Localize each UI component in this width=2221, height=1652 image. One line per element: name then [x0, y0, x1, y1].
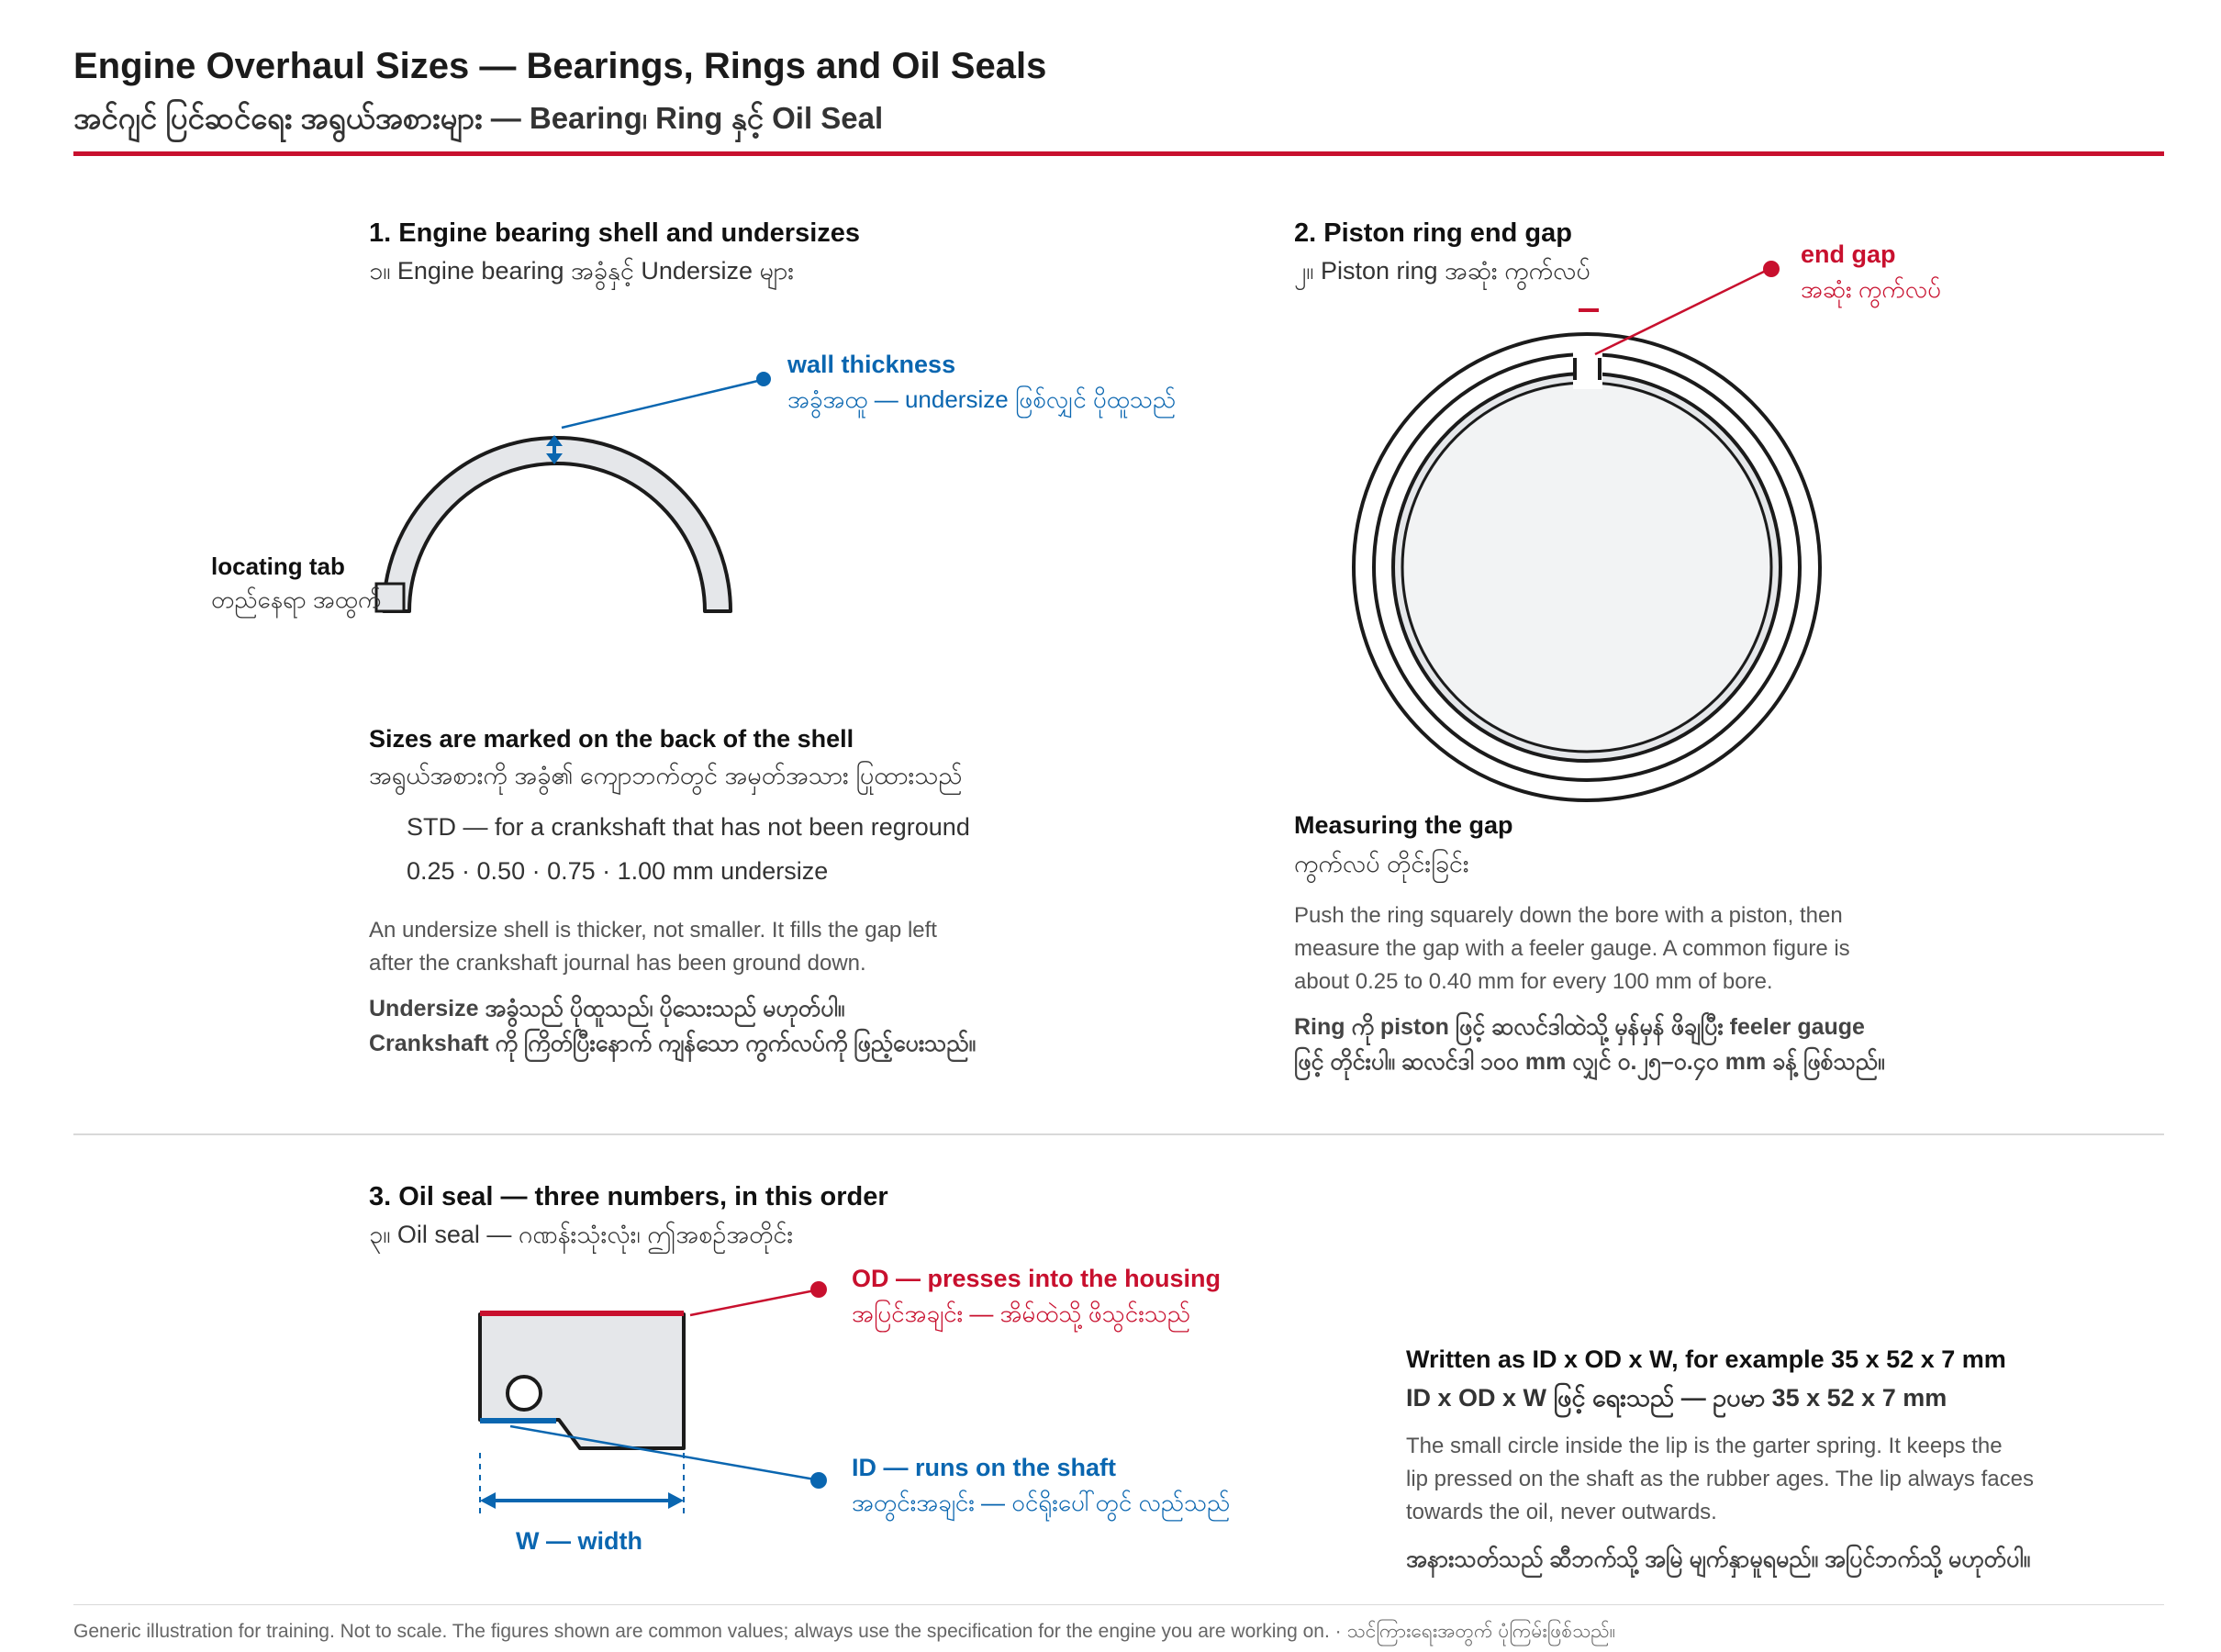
wall-thickness-label: wall thickness — [787, 351, 956, 378]
page-subtitle: အင်ဂျင် ပြင်ဆင်ရေး အရွယ်အစားများ — Bearing၊ Ring နှင့် Oil Seal — [73, 101, 884, 135]
note-line: The small circle inside the lip is the garter spring. It keeps the — [1406, 1434, 2003, 1458]
measure-note — [1294, 899, 1850, 999]
undersize-list: 0.25 · 0.50 · 0.75 · 1.00 mm undersize — [407, 857, 829, 885]
measure-heading-my: ကွက်လပ် တိုင်းခြင်း — [1294, 850, 1469, 877]
section2-heading: 2. Piston ring end gap — [1294, 218, 1572, 248]
footer-divider — [73, 1604, 2164, 1605]
locating-tab-label-my: တည်နေရာ အထွက် — [211, 586, 382, 613]
id-label-my: အတွင်းအချင်း — ဝင်ရိုးပေါ်တွင် လည်သည် — [852, 1489, 1231, 1516]
seal-note-my: အနားသတ်သည် ဆီဘက်သို့ အမြဲ မျက်နှာမူရမည်။ အပြင်ဘက်သို့ မဟုတ်ပါ။ — [1406, 1546, 2031, 1572]
note-line: about 0.25 to 0.40 mm for every 100 mm of bore. — [1294, 969, 1773, 994]
section1-heading-my: ၁။ Engine bearing အခွံနှင့် Undersize များ — [369, 257, 795, 285]
page-title: Engine Overhaul Sizes — Bearings, Rings and Oil Seals — [73, 46, 1047, 86]
shell-marks-heading: Sizes are marked on the back of the shell — [369, 725, 854, 753]
od-leader — [690, 1290, 815, 1315]
footer-note: Generic illustration for training. Not to scale. The figures shown are common values; always use the specification for the engine you are working on. · သင်ကြားရေးအတွက် ပုံကြမ်းဖြစ်သည်။ — [73, 1621, 1616, 1642]
end-gap-label: end gap — [1801, 240, 1896, 268]
measure-note-my — [1294, 1010, 1885, 1079]
od-leader-dot — [810, 1281, 827, 1298]
wall-thickness-leader — [562, 380, 762, 428]
seal-note — [1406, 1430, 2034, 1529]
seal-format-heading-my: ID x OD x W ဖြင့် ရေးသည် — ဥပမာ 35 x 52 x 7 mm — [1406, 1384, 1948, 1412]
end-gap-leader-dot — [1763, 261, 1780, 277]
bearing-shell — [384, 438, 731, 611]
note-line: An undersize shell is thicker, not smaller. It fills the gap left — [369, 918, 937, 943]
note-line: Crankshaft ကို ကြိတ်ပြီးနောက် ကျန်သော ကွက်လပ်ကို ဖြည့်ပေးသည်။ — [369, 1031, 977, 1056]
wall-thickness-leader-dot — [756, 372, 771, 386]
section3-heading: 3. Oil seal — three numbers, in this order — [369, 1182, 888, 1211]
note-line: measure the gap with a feeler gauge. A common figure is — [1294, 936, 1850, 961]
id-leader-dot — [810, 1472, 827, 1489]
measure-heading: Measuring the gap — [1294, 811, 1513, 839]
note-line: Undersize အခွံသည် ပိုထူသည်၊ ပိုသေးသည် မဟုတ်ပါ။ — [369, 996, 845, 1021]
std-size-line: STD — for a crankshaft that has not been reground — [407, 813, 970, 841]
note-line: after the crankshaft journal has been ground down. — [369, 951, 866, 976]
end-gap-label-my: အဆုံး ကွက်လပ် — [1801, 275, 1941, 303]
od-label: OD — presses into the housing — [852, 1265, 1222, 1292]
wall-thickness-label-my: အခွံအထူ — undersize ဖြစ်လျှင် ပိုထူသည် — [787, 385, 1177, 413]
note-line: Push the ring squarely down the bore with a piston, then — [1294, 903, 1843, 928]
garter-spring — [508, 1377, 541, 1410]
note-line: ဖြင့် တိုင်းပါ။ ဆလင်ဒါ ၁၀၀ mm လျှင် ၀.၂၅–၀.၄၀ mm ခန့် ဖြစ်သည်။ — [1294, 1049, 1885, 1075]
width-dimension — [480, 1453, 684, 1514]
note-line: lip pressed on the shaft as the rubber ages. The lip always faces — [1406, 1467, 2034, 1491]
section-divider — [73, 1133, 2164, 1135]
width-label: W — width — [516, 1527, 642, 1555]
undersize-note-my — [369, 991, 976, 1061]
id-label: ID — runs on the shaft — [852, 1454, 1117, 1481]
piston-ring — [1354, 334, 1820, 800]
shell-marks-heading-my: အရွယ်အစားကို အခွံ၏ ကျောဘက်တွင် အမှတ်အသား ပြုထားသည် — [369, 762, 963, 789]
end-gap-leader — [1595, 270, 1768, 354]
seal-format-heading: Written as ID x OD x W, for example 35 x 52 x 7 mm — [1406, 1345, 2006, 1373]
locating-tab-label: locating tab — [211, 553, 345, 580]
od-label-my: အပြင်အချင်း — အိမ်ထဲသို့ ဖိသွင်းသည် — [852, 1300, 1191, 1327]
note-line: Ring ကို piston ဖြင့် ဆလင်ဒါထဲသို့ မှန်မှန် ဖိချပြီး feeler gauge — [1294, 1014, 1865, 1040]
section2-heading-my: ၂။ Piston ring အဆုံး ကွက်လပ် — [1294, 257, 1590, 285]
section3-heading-my: ၃။ Oil seal — ဂဏန်းသုံးလုံး၊ ဤအစဉ်အတိုင်း — [369, 1221, 794, 1248]
note-line: towards the oil, never outwards. — [1406, 1500, 1717, 1524]
section1-heading: 1. Engine bearing shell and undersizes — [369, 218, 861, 248]
undersize-note — [369, 914, 937, 980]
